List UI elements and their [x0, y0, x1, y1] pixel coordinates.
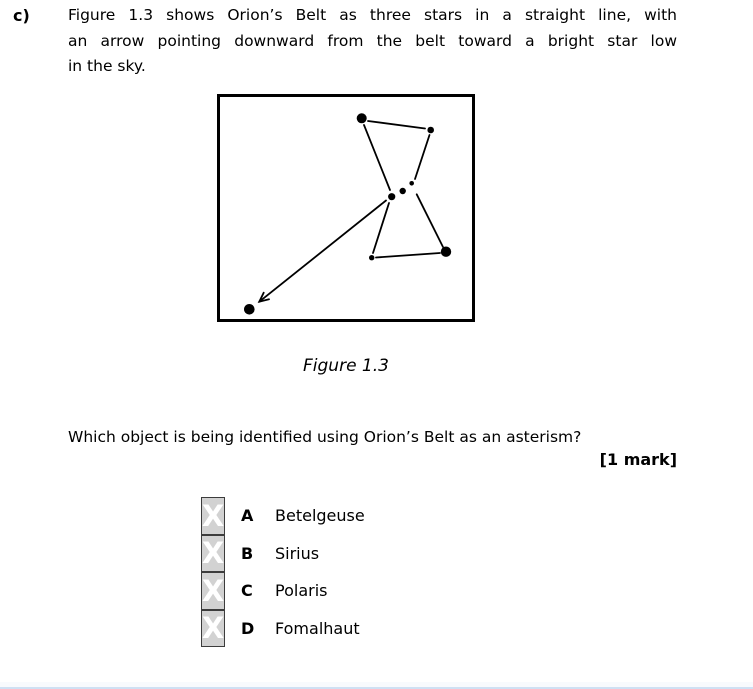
answer-options: [201, 497, 521, 647]
option-letter-b: B: [241, 543, 254, 563]
line-betelgeuse-to-belt: [364, 125, 390, 190]
option-checkbox-d[interactable]: X: [201, 611, 225, 646]
belt-star-1: [388, 193, 395, 200]
line-saiph-to-rigel: [376, 253, 440, 258]
option-letter-a: A: [241, 506, 254, 526]
line-belt-to-rigel: [417, 194, 443, 247]
figure-caption: Figure 1.3: [303, 356, 389, 376]
star-rigel: [441, 247, 451, 257]
part-label: c): [13, 6, 30, 25]
constellation-stars: [244, 113, 451, 314]
star-betelgeuse: [357, 113, 367, 123]
intro-line-2: an arrow pointing downward from the belt toward a bright star low: [68, 31, 677, 50]
option-label-d: Fomalhaut: [275, 618, 360, 638]
option-checkbox-a[interactable]: X: [201, 498, 225, 533]
option-row-c: [201, 572, 521, 610]
intro-line-3: in the sky.: [68, 57, 146, 76]
option-label-c: Polaris: [275, 581, 328, 601]
option-label-b: Sirius: [275, 543, 320, 563]
intro-paragraph: [68, 3, 677, 80]
option-checkbox-c[interactable]: X: [201, 573, 225, 608]
belt-star-3: [409, 181, 414, 186]
bottom-divider: [0, 682, 753, 689]
orion-constellation-diagram: [220, 97, 472, 319]
line-belt-to-saiph: [373, 203, 389, 253]
constellation-lines: [259, 121, 443, 302]
star-saiph: [369, 255, 374, 260]
option-row-a: [201, 497, 521, 535]
line-betelgeuse-bellatrix: [368, 121, 425, 129]
option-checkbox-b[interactable]: X: [201, 536, 225, 571]
figure-box: [217, 94, 475, 322]
option-letter-d: D: [241, 618, 255, 638]
belt-star-2: [400, 188, 406, 194]
option-label-a: Betelgeuse: [275, 506, 365, 526]
intro-line-1: Figure 1.3 shows Orion’s Belt as three stars in a straight line, with: [68, 6, 677, 24]
star-sirius: [244, 304, 255, 315]
question-text: Which object is being identified using Orion’s Belt as an asterism?: [68, 428, 582, 446]
line-bellatrix-to-belt: [415, 135, 430, 179]
option-letter-c: C: [241, 581, 253, 601]
star-bellatrix: [427, 127, 434, 134]
option-row-d: [201, 610, 521, 648]
option-row-b: [201, 535, 521, 573]
marks-label: [1 mark]: [599, 450, 677, 469]
arrow-shaft: [259, 201, 386, 302]
